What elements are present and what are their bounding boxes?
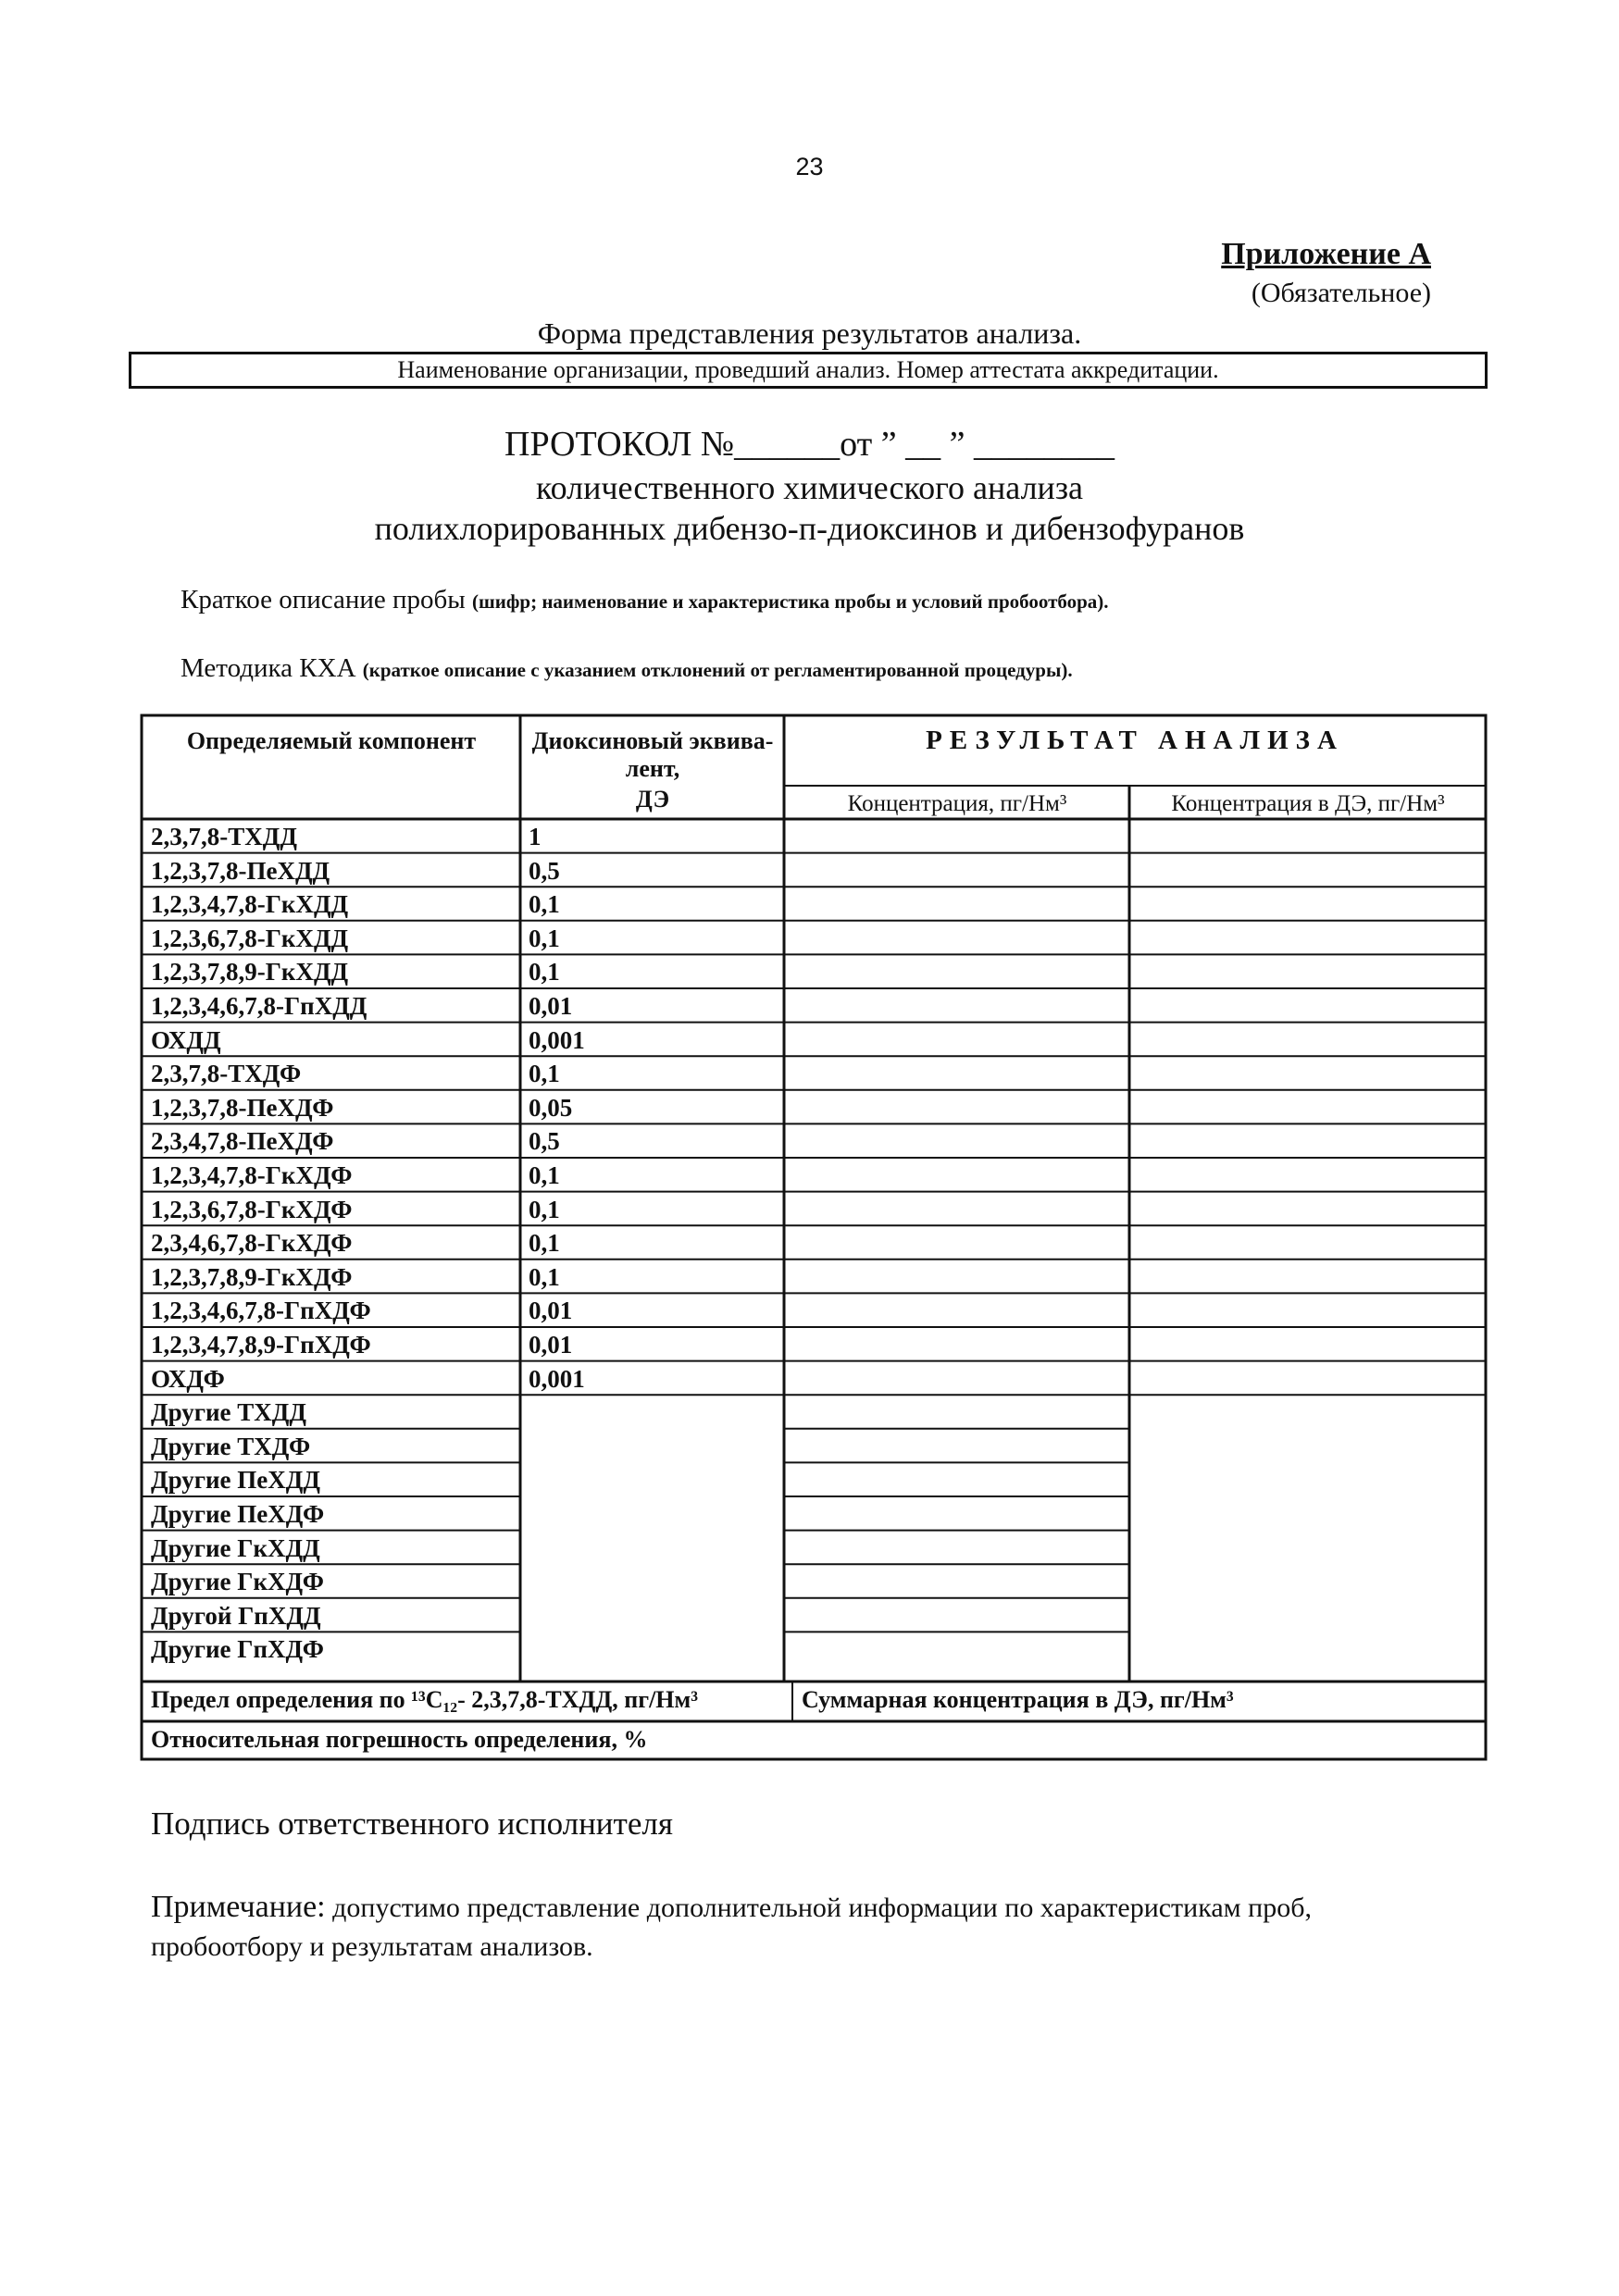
te-value-cell: 0,001 [529, 1364, 585, 1393]
te-value-cell: 0,1 [529, 958, 560, 987]
appendix-status: (Обязательное) [1251, 278, 1431, 308]
other-component-cell: Другие ГпХДФ [151, 1635, 324, 1664]
te-value-cell: 0,01 [529, 1331, 573, 1359]
header-result: РЕЗУЛЬТАТ АНАЛИЗА [926, 726, 1344, 755]
header-concentration-te: Концентрация в ДЭ, пг/Нм³ [1171, 791, 1445, 816]
method-detail: (краткое описание с указанием отклонений от регламентированной процедуры). [362, 659, 1073, 681]
other-component-cell: Другие ГкХДФ [151, 1568, 324, 1596]
te-value-cell: 1 [529, 823, 542, 850]
header-equivalent-1: Диоксиновый эквива- [531, 727, 774, 754]
remark [151, 1888, 1447, 1967]
component-cell: 1,2,3,7,8-ПеХДД [151, 856, 330, 885]
component-cell: 1,2,3,7,8,9-ГкХДФ [151, 1262, 353, 1291]
component-cell: 1,2,3,7,8-ПеХДФ [151, 1093, 334, 1122]
te-value-cell: 0,1 [529, 1060, 560, 1088]
other-component-cell: Другие ТХДФ [151, 1432, 311, 1460]
protocol-subtitle-2: полихлорированных дибензо-п-диоксинов и дибензофуранов [374, 510, 1245, 547]
appendix-title: Приложение А [1221, 237, 1431, 271]
te-value-cell: 0,05 [529, 1093, 573, 1122]
te-value-cell: 0,1 [529, 1161, 560, 1189]
total-te-concentration: Суммарная концентрация в ДЭ, пг/Нм³ [802, 1686, 1234, 1713]
header-equivalent-2: лент, [625, 755, 680, 782]
component-cell: 1,2,3,7,8,9-ГкХДД [151, 958, 349, 987]
component-cell: 2,3,4,6,7,8-ГкХДФ [151, 1229, 353, 1258]
header-concentration: Концентрация, пг/Нм³ [847, 791, 1067, 816]
component-cell: 1,2,3,4,7,8-ГкХДД [151, 890, 349, 919]
other-component-cell: Другие ПеХДФ [151, 1500, 325, 1528]
te-value-cell: 0,5 [529, 856, 560, 885]
detection-limit: Предел определения по ¹³С₁₂- 2,3,7,8-ТХДД, пг/Нм³ [151, 1686, 699, 1713]
te-value-cell: 0,001 [529, 1025, 585, 1054]
relative-error: Относительная погрешность определения, % [151, 1726, 648, 1753]
other-component-cell: Другие ТХДД [151, 1398, 306, 1427]
te-value-cell: 0,5 [529, 1127, 560, 1156]
te-value-cell: 0,1 [529, 890, 560, 919]
component-cell: 1,2,3,4,6,7,8-ГпХДФ [151, 1297, 371, 1325]
component-cell: 2,3,7,8-ТХДД [151, 823, 297, 850]
te-value-cell: 0,01 [529, 992, 573, 1020]
method-label: Методика КХА [181, 653, 356, 683]
form-title: Форма представления результатов анализа. [537, 316, 1082, 350]
component-cell: 1,2,3,4,7,8,9-ГпХДФ [151, 1331, 371, 1359]
header-component: Определяемый компонент [186, 727, 477, 754]
te-value-cell: 0,1 [529, 1195, 560, 1223]
component-cell: 1,2,3,6,7,8-ГкХДД [151, 924, 349, 952]
sample-description-detail: (шифр; наименование и характеристика пробы и условий пробоотбора). [472, 590, 1109, 613]
page-number: 23 [795, 153, 824, 180]
te-value-cell: 0,01 [529, 1297, 573, 1325]
te-value-cell: 0,1 [529, 1229, 560, 1258]
other-component-cell: Другой ГпХДД [151, 1601, 321, 1630]
other-component-cell: Другие ПеХДД [151, 1466, 320, 1495]
component-cell: 1,2,3,4,7,8-ГкХДФ [151, 1161, 353, 1189]
signature-line: Подпись ответственного исполнителя [151, 1806, 673, 1842]
component-cell: 2,3,7,8-ТХДФ [151, 1060, 302, 1088]
protocol-subtitle-1: количественного химического анализа [535, 469, 1084, 506]
other-component-cell: Другие ГкХДД [151, 1533, 320, 1562]
component-cell: 1,2,3,6,7,8-ГкХДФ [151, 1195, 353, 1223]
remark-lead: Примечание: [151, 1890, 326, 1924]
protocol-title: ПРОТОКОЛ №______от ” __ ” ________ [504, 425, 1115, 464]
remark-text: допустимо представление дополнительной информации по характеристикам проб, пробоотбору и результатам анализов. [151, 1893, 1312, 1962]
te-value-cell: 0,1 [529, 924, 560, 952]
component-cell: 1,2,3,4,6,7,8-ГпХДД [151, 992, 367, 1020]
sample-description-label: Краткое описание пробы [181, 585, 466, 614]
organization-line: Наименование организации, проведший анализ. Номер аттестата аккредитации. [397, 356, 1219, 383]
te-value-cell: 0,1 [529, 1262, 560, 1291]
component-cell: 2,3,4,7,8-ПеХДФ [151, 1127, 334, 1156]
component-cell: ОХДД [151, 1025, 221, 1054]
component-cell: ОХДФ [151, 1364, 225, 1393]
header-equivalent-3: ДЭ [635, 786, 670, 813]
